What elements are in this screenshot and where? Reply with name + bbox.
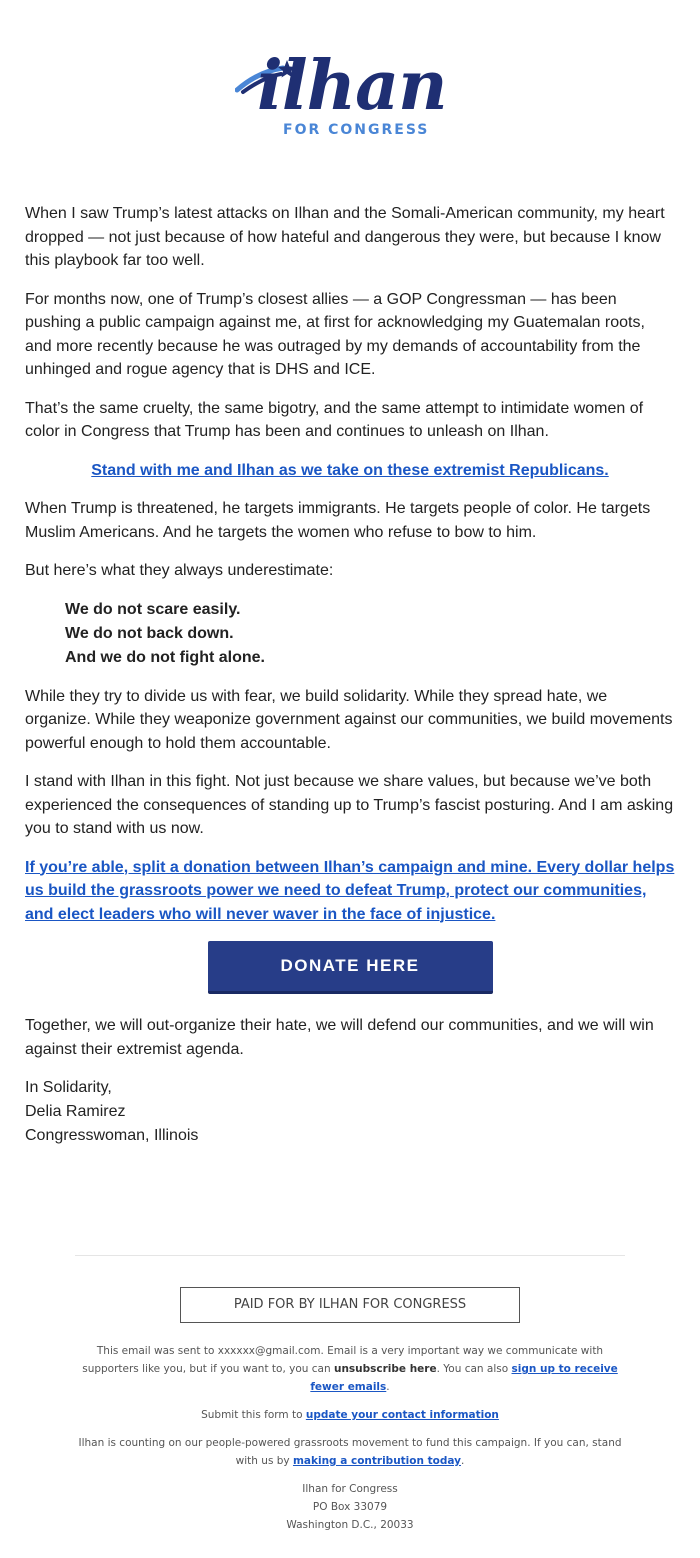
quote-line: And we do not fight alone. bbox=[65, 648, 265, 666]
ilhan-logo[interactable] bbox=[235, 48, 470, 148]
notice-text: Ilhan is counting on our people-powered grassroots movement to fund this campaign. If you can, stand with us by bbox=[78, 1437, 622, 1467]
paid-for-box: PAID FOR BY ILHAN FOR CONGRESS bbox=[180, 1287, 520, 1323]
contact-form-notice bbox=[75, 1406, 625, 1424]
quote-block bbox=[65, 598, 675, 670]
stand-with-link[interactable]: Stand with me and Ilhan as we take on these extremist Republicans. bbox=[91, 461, 609, 479]
signoff-line: In Solidarity, bbox=[25, 1079, 112, 1096]
notice-text: . bbox=[386, 1381, 390, 1393]
donate-row bbox=[25, 941, 675, 994]
stand-with-link-row bbox=[25, 459, 675, 483]
quote-line: We do not scare easily. bbox=[65, 600, 241, 618]
paragraph-3: That’s the same cruelty, the same bigotry, and the same attempt to intimidate women of color in Congress that Trump has been and continues to unleash on Ilhan. bbox=[25, 399, 644, 440]
contribution-link[interactable]: making a contribution today bbox=[292, 1455, 461, 1467]
split-donation-link[interactable]: If you’re able, split a donation between Ilhan’s campaign and mine. Every dollar helps us build the grassroots power we need to defeat Trump, protect our communities, and elect leaders who will never waver in the face of injustice. bbox=[25, 858, 675, 923]
address-line: Washington D.C., 20033 bbox=[286, 1519, 414, 1531]
signoff-title: Congresswoman, Illinois bbox=[25, 1127, 199, 1144]
fund-notice bbox=[75, 1434, 625, 1470]
notice-text: . Email is a very important way we communicate with supporters like you, but if you want to, you can bbox=[82, 1345, 604, 1375]
address-line: PO Box 33079 bbox=[312, 1501, 388, 1513]
quote-line: We do not back down. bbox=[65, 624, 234, 642]
address-line: Ilhan for Congress bbox=[302, 1483, 398, 1495]
recipient-email: xxxxxx@gmail.com bbox=[217, 1345, 321, 1357]
paragraph-8: Together, we will out-organize their hate, we will defend our communities, and we will win against their extremist agenda. bbox=[25, 1017, 654, 1058]
notice-text: . bbox=[460, 1455, 465, 1467]
email-body bbox=[25, 202, 675, 1148]
sent-to-notice bbox=[75, 1342, 625, 1396]
logo-subtitle: FOR CONGRESS bbox=[283, 122, 430, 138]
signoff bbox=[25, 1076, 675, 1148]
paragraph-7: I stand with Ilhan in this fight. Not just because we share values, but because we’ve both experienced the consequences of standing up to Trump’s fascist posturing. And I am asking you to stand with us now. bbox=[25, 773, 674, 837]
notice-text: . You can also bbox=[436, 1363, 512, 1375]
paragraph-1: When I saw Trump’s latest attacks on Ilhan and the Somali-American community, my heart dropped — not just because of how hateful and dangerous they were, but because I know this playbook far too well. bbox=[25, 205, 665, 269]
unsubscribe-link[interactable]: unsubscribe here bbox=[333, 1363, 437, 1375]
notice-text: Submit this form to bbox=[201, 1409, 306, 1421]
mailing-address bbox=[75, 1480, 625, 1534]
paragraph-5: But here’s what they always underestimate: bbox=[25, 562, 334, 579]
paragraph-4: When Trump is threatened, he targets immigrants. He targets people of color. He targets Muslim Americans. And he targets the women who refuse to bow to him. bbox=[25, 500, 651, 541]
notice-text: This email was sent to bbox=[96, 1345, 218, 1357]
email-footer bbox=[75, 1255, 625, 1534]
donate-button[interactable]: DONATE HERE bbox=[208, 941, 493, 994]
paragraph-2: For months now, one of Trump’s closest allies — a GOP Congressman — has been pushing a public campaign against me, at first for acknowledging my Guatemalan roots, and more recently because he was outraged by my demands of accountability from the unhinged and rogue agency that is DHS and ICE. bbox=[25, 290, 645, 378]
update-contact-link[interactable]: update your contact information bbox=[305, 1409, 499, 1421]
fewer-emails-link[interactable]: sign up to receive fewer emails bbox=[310, 1363, 618, 1393]
paragraph-6: While they try to divide us with fear, we build solidarity. While they spread hate, we organize. While they weaponize government against our communities, we build movements powerful enough to hold them accountable. bbox=[25, 687, 673, 752]
logo-wordmark: ilhan bbox=[257, 46, 447, 126]
signoff-name: Delia Ramirez bbox=[25, 1103, 126, 1120]
